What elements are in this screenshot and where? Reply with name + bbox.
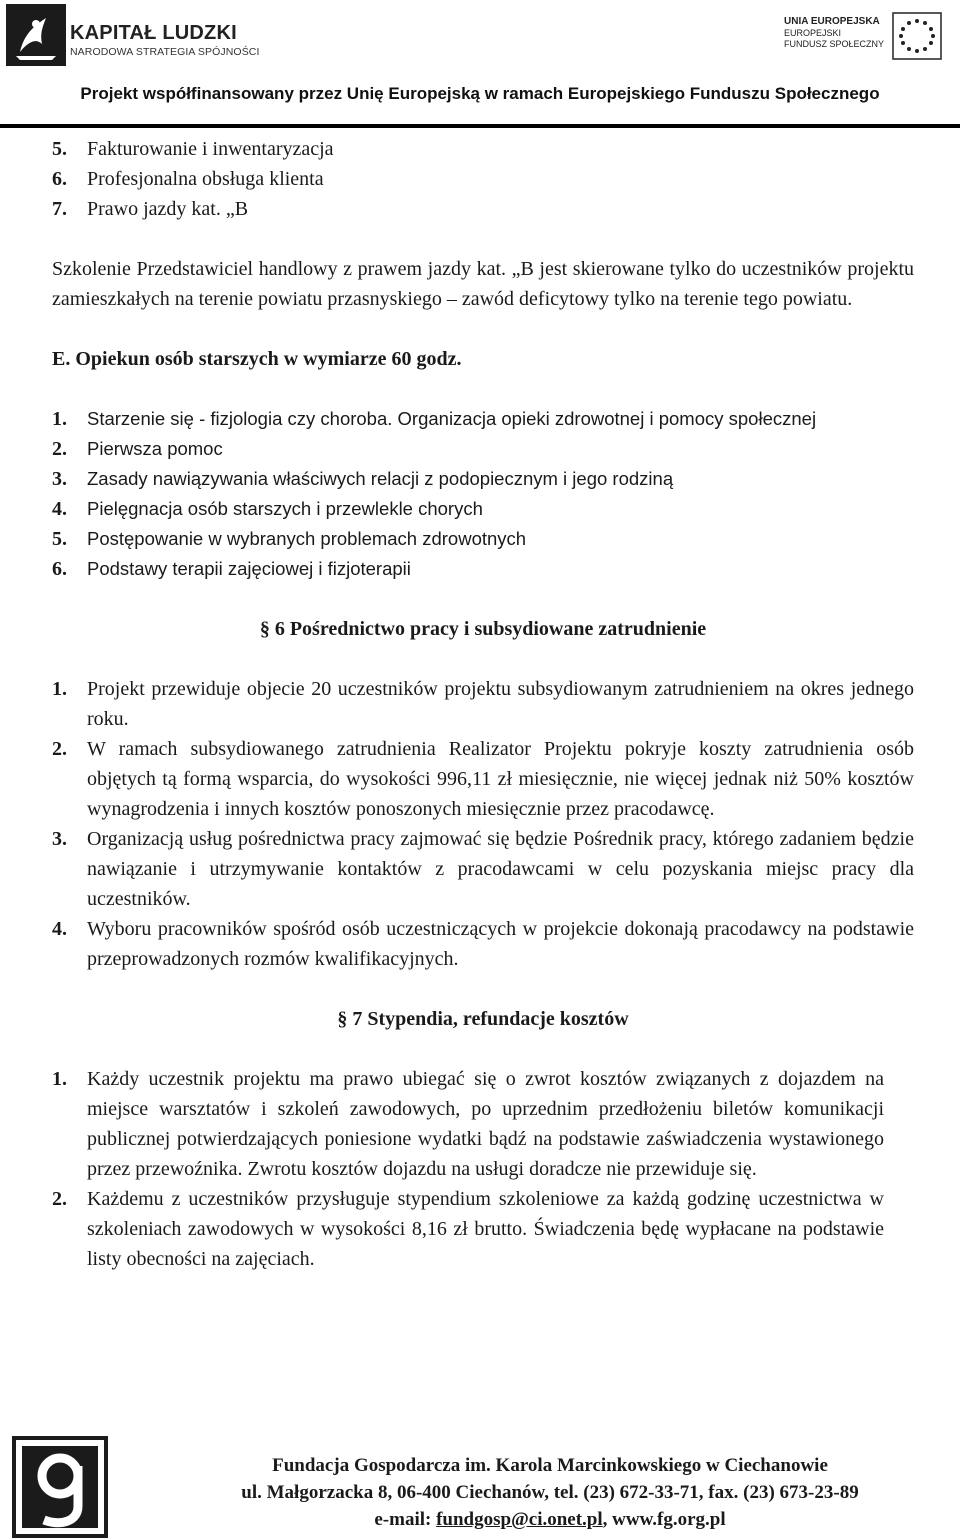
eu-line-2: EUROPEJSKI <box>784 28 842 38</box>
list-item <box>52 134 914 164</box>
list-item <box>52 464 914 494</box>
list-item <box>52 404 914 434</box>
section-e-list <box>52 404 914 584</box>
eu-flag-icon <box>892 12 942 60</box>
list-number: 5. <box>52 138 67 160</box>
training-note: Szkolenie Przedstawiciel handlowy z prawem jazdy kat. „B jest skierowane tylko do uczestników projektu zamieszkałych na terenie powiatu przasnyskiego – zawód deficytowy tylko na terenie tego powiatu. <box>52 258 914 310</box>
list-number: 4. <box>52 918 67 940</box>
list-number: 5. <box>52 528 67 550</box>
eu-line-3: FUNDUSZ SPOŁECZNY <box>784 39 885 49</box>
list-item <box>52 824 914 914</box>
list-number: 6. <box>52 558 67 580</box>
list-number: 2. <box>52 738 67 760</box>
footer-email-label: e-mail: <box>374 1509 437 1530</box>
list-item <box>52 434 914 464</box>
list-number: 6. <box>52 168 67 190</box>
list-number: 2. <box>52 438 67 460</box>
list-number: 3. <box>52 828 67 850</box>
list-text: Starzenie się - fizjologia czy choroba. Organizacja opieki zdrowotnej i pomocy społecznej <box>87 408 817 429</box>
list-text: Każdy uczestnik projektu ma prawo ubiegać się o zwrot kosztów związanych z dojazdem na miejsce warsztatów i szkoleń zawodowych, po uprzednim przedłożeniu biletów komunikacji publicznej potwierdzających poniesione wydatki bądź na podstawie zaświadczenia wystawionego przez przewoźnika. Zwrotu kosztów dojazdu na usługi doradcze nie przewiduje się. <box>87 1068 884 1180</box>
list-text: Postępowanie w wybranych problemach zdrowotnych <box>87 528 527 549</box>
list-number: 4. <box>52 498 67 520</box>
list-item <box>52 524 914 554</box>
list-item <box>52 494 914 524</box>
list-text: Organizacją usług pośrednictwa pracy zajmować się będzie Pośrednik pracy, którego zadaniem będzie nawiązanie i utrzymywanie kontaktów z pracodawcami w celu pozyskania miejsc pracy dla uczestników. <box>87 828 914 910</box>
list-text: Profesjonalna obsługa klienta <box>87 168 324 190</box>
list-item <box>52 674 914 734</box>
list-text: Projekt przewiduje objecie 20 uczestników projektu subsydiowanym zatrudnieniem na okres jednego roku. <box>87 678 914 730</box>
fundacja-logo <box>12 1436 108 1538</box>
document-body <box>52 134 914 1274</box>
list-item <box>52 734 914 824</box>
eu-line-1: UNIA EUROPEJSKA <box>784 16 880 27</box>
project-cofinancing-line: Projekt współfinansowany przez Unię Europejską w ramach Europejskiego Funduszu Społecznego <box>80 84 880 103</box>
footer-website[interactable]: , www.fg.org.pl <box>602 1509 726 1530</box>
list-text: Fakturowanie i inwentaryzacja <box>87 138 334 160</box>
list-number: 1. <box>52 1068 67 1090</box>
footer-email-line <box>220 1506 880 1533</box>
list-item <box>52 1184 884 1274</box>
list-item <box>52 1064 884 1184</box>
header-divider <box>0 124 960 128</box>
kl-subtitle: NARODOWA STRATEGIA SPÓJNOŚCI <box>70 46 260 58</box>
section-7-list <box>52 1064 884 1274</box>
footer-contact <box>220 1452 880 1533</box>
list-item <box>52 914 914 974</box>
list-text: Prawo jazdy kat. „B <box>87 198 249 220</box>
list-number: 1. <box>52 408 67 430</box>
section-e-title: E. Opiekun osób starszych w wymiarze 60 godz. <box>52 348 462 370</box>
section-6-title: § 6 Pośrednictwo pracy i subsydiowane zatrudnienie <box>259 618 707 640</box>
course-list-top <box>52 134 914 224</box>
list-number: 3. <box>52 468 67 490</box>
list-text: Zasady nawiązywania właściwych relacji z podopiecznym i jego rodziną <box>87 468 674 489</box>
list-item <box>52 554 914 584</box>
list-number: 2. <box>52 1188 67 1210</box>
section-7-title: § 7 Stypendia, refundacje kosztów <box>337 1008 629 1030</box>
footer-address: ul. Małgorzacka 8, 06-400 Ciechanów, tel. (23) 672-33-71, fax. (23) 673-23-89 <box>241 1482 859 1503</box>
kl-title: KAPITAŁ LUDZKI <box>70 22 237 44</box>
list-text: Pielęgnacja osób starszych i przewlekle chorych <box>87 498 483 519</box>
list-text: Podstawy terapii zajęciowej i fizjoterapii <box>87 558 411 579</box>
list-number: 7. <box>52 198 67 220</box>
eu-label <box>784 16 884 50</box>
list-text: Każdemu z uczestników przysługuje stypendium szkoleniowe za każdą godzinę uczestnictwa w szkoleniach zawodowych w wysokości 8,16 zł brutto. Świadczenia będę wypłacane na podstawie listy obecności na zajęciach. <box>87 1188 884 1270</box>
footer-email-link[interactable]: fundgosp@ci.onet.pl <box>436 1509 603 1530</box>
list-item <box>52 194 914 224</box>
kapital-ludzki-logo <box>6 4 66 66</box>
list-text: W ramach subsydiowanego zatrudnienia Realizator Projektu pokryje koszty zatrudnienia osób objętych tą formą wsparcia, do wysokości 996,11 zł miesięcznie, nie więcej jednak niż 50% kosztów wynagrodzenia i innych kosztów ponoszonych miesięcznie przez pracodawcę. <box>87 738 914 820</box>
list-text: Pierwsza pomoc <box>87 438 223 459</box>
list-text: Wyboru pracowników spośród osób uczestniczących w projekcie dokonają pracodawcy na podstawie przeprowadzonych rozmów kwalifikacyjnych. <box>87 918 914 970</box>
header <box>0 0 960 80</box>
list-item <box>52 164 914 194</box>
list-number: 1. <box>52 678 67 700</box>
footer-org-name: Fundacja Gospodarcza im. Karola Marcinkowskiego w Ciechanowie <box>272 1455 828 1476</box>
